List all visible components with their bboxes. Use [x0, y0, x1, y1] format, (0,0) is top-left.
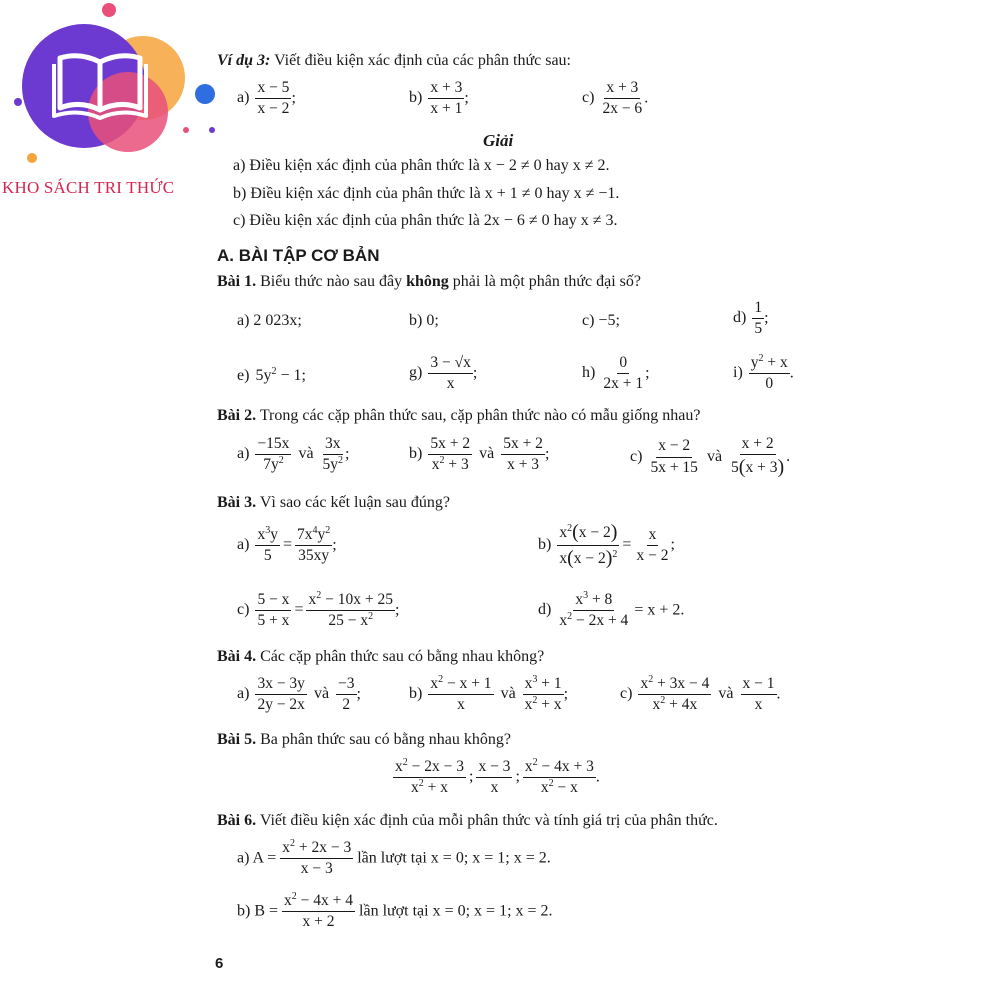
solution-line-a: a) Điều kiện xác định của phân thức là x − 2 ≠ 0 hay x ≠ 2.: [233, 157, 610, 174]
example-item-b: b) $\frac{x + 3}{x + 1}$ ;: [409, 79, 469, 118]
bai3-d: d) $\frac{x^3 + 8}{x^2 - 2x + 4}$ = x + 2.: [538, 590, 685, 630]
bai2-b: b) $\frac{5x + 2}{x^2 + 3}$ và $\frac{5x + 2}{x + 3}$ ;: [409, 435, 550, 474]
bai1-a: a) 2 023x;: [237, 312, 302, 329]
logo-graphic: [0, 0, 230, 180]
bai1-g: g) $\frac{3 - √x}{x}$ ;: [409, 354, 478, 393]
bai2-c: c) $\frac{x - 2}{5x + 15}$ và $\frac{x + 2}{5(x + 3)}$ .: [630, 435, 791, 479]
bai4-b: b) $\frac{x^2 - x + 1}{x}$ và $\frac{x^3 + 1}{x^2 + x}$ ;: [409, 674, 569, 714]
bai3-b: b) $\frac{x^2(x - 2)}{x(x - 2)^2}$ = $\frac{x}{x - 2}$ ;: [538, 521, 675, 569]
bai6-a: a) A = $\frac{x^2 + 2x - 3}{x - 3}$ lần lượt tại x = 0; x = 1; x = 2.: [237, 838, 551, 878]
bai3-c: c) $\frac{5 - x}{5 + x}$ = $\frac{x^2 - 10x + 25}{25 - x^2}$ ;: [237, 590, 400, 630]
example-item-a: a) $\frac{x - 5}{x - 2}$ ;: [237, 79, 296, 118]
example-prompt: [217, 52, 571, 70]
section-title: A. BÀI TẬP CƠ BẢN: [217, 246, 380, 265]
example-item-c: c) $\frac{x + 3}{2x - 6}$ .: [582, 79, 649, 118]
bai4-c: c) $\frac{x^2 + 3x - 4}{x^2 + 4x}$ và $\frac{x - 1}{x}$ .: [620, 674, 781, 714]
bai1-e: e) $5y^2 - 1$;: [237, 366, 306, 384]
bai5-question: Bài 5. Ba phân thức sau có bằng nhau không?: [217, 731, 511, 748]
solution-title: Giải: [483, 131, 514, 150]
logo-text: KHO SÁCH TRI THỨC: [2, 178, 175, 197]
bai4-question: Bài 4. Các cặp phân thức sau có bằng nhau không?: [217, 648, 545, 665]
solution-line-b: b) Điều kiện xác định của phân thức là x + 1 ≠ 0 hay x ≠ −1.: [233, 185, 620, 202]
bai6-question: Bài 6. Viết điều kiện xác định của mỗi phân thức và tính giá trị của phân thức.: [217, 812, 718, 829]
bai1-question: Bài 1. Biểu thức nào sau đây không phải là một phân thức đại số?: [217, 273, 641, 290]
solution-line-c: c) Điều kiện xác định của phân thức là 2x − 6 ≠ 0 hay x ≠ 3.: [233, 212, 618, 229]
bai2-a: a) $\frac{-15x}{7y^2}$ và $\frac{3x}{5y^2}$ ;: [237, 435, 350, 474]
example-prompt-text: Viết điều kiện xác định của các phân thức sau:: [274, 52, 571, 69]
bai1-h: h) $\frac{0}{2x + 1}$ ;: [582, 354, 650, 393]
bai1-b: b) 0;: [409, 312, 439, 329]
bai6-b: b) B = $\frac{x^2 - 4x + 4}{x + 2}$ lần lượt tại x = 0; x = 1; x = 2.: [237, 891, 553, 931]
bai5-fractions: $\frac{x^2 - 2x - 3}{x^2 + x}$ ; $\frac{x - 3}{x}$ ; $\frac{x^2 - 4x + 3}{x^2 - x}$ .: [395, 757, 600, 797]
logo: [0, 0, 230, 200]
bai1-i: i) $\frac{y^2 + x}{0}$ .: [733, 353, 794, 393]
bai3-question: Bài 3. Vì sao các kết luận sau đúng?: [217, 494, 450, 511]
bai2-question: Bài 2. Trong các cặp phân thức sau, cặp phân thức nào có mẫu giống nhau?: [217, 407, 701, 424]
example-title: Ví dụ 3:: [217, 52, 271, 69]
bai1-c: c) −5;: [582, 312, 620, 329]
page-number: 6: [215, 955, 224, 972]
bai1-d: d) $\frac{1}{5}$ ;: [733, 299, 769, 338]
bai4-a: a) $\frac{3x - 3y}{2y - 2x}$ và $\frac{-3}{2}$ ;: [237, 675, 361, 714]
bai3-a: a) $\frac{x^3y}{5}$ = $\frac{7x^4y^2}{35xy}$ ;: [237, 525, 337, 565]
